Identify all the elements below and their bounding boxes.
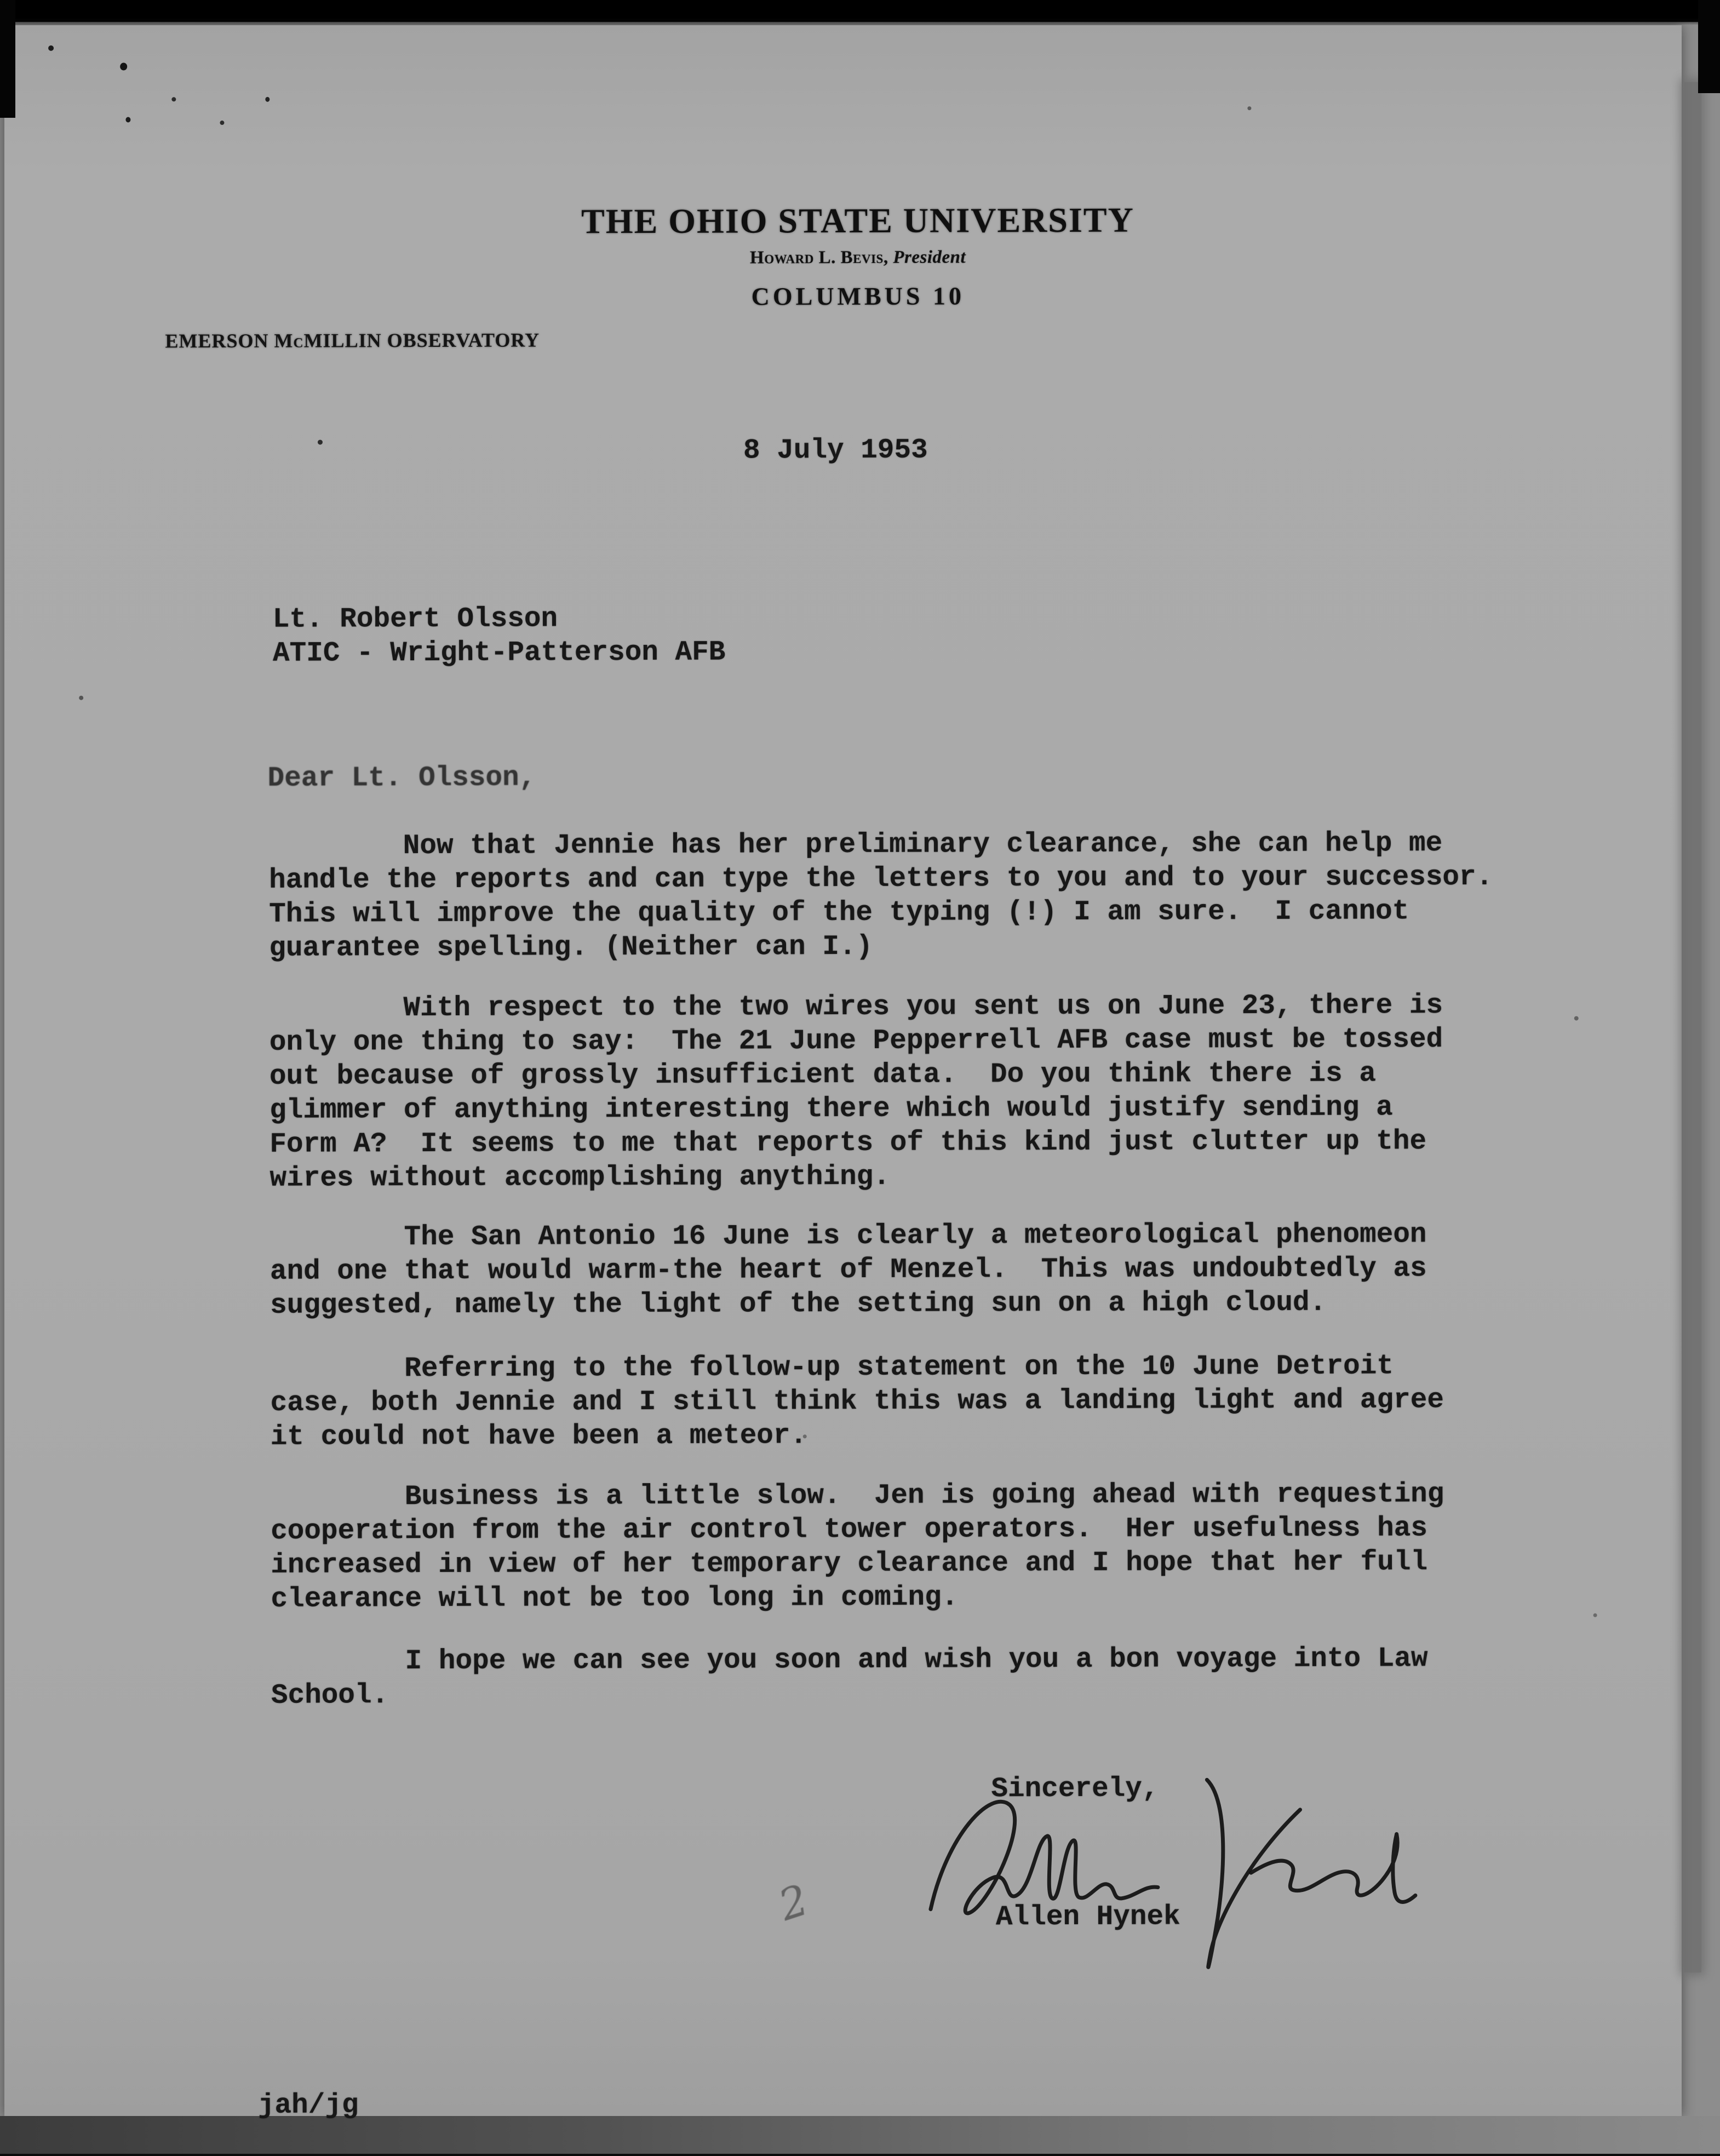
signature-stroke-allen xyxy=(930,1802,1158,1914)
typed-signature-name: Allen Hynek xyxy=(995,1901,1180,1934)
president-line xyxy=(0,245,1718,270)
dust-speck xyxy=(171,97,176,101)
paragraph-4: Referring to the follow-up statement on the 10 June Detroit case, both Jennie and I still think this was a landing light and agree it could not have been a meteor. xyxy=(270,1351,1444,1453)
dust-speck xyxy=(318,440,323,445)
allen-hynek-signature xyxy=(900,1757,1426,1989)
signature-stroke-hynek-stem xyxy=(1207,1780,1300,1968)
paragraph-2: With respect to the two wires you sent us on June 23, there is only one thing to say: The 21 June Pepperrell AFB case must be tossed out because of grossly insufficient data. Do you think there is a glimmer of anything interesting there which would justify sending a Form A? It seems to me that reports of this kind just clutter up the wires without accomplishing anything. xyxy=(269,990,1443,1194)
dust-speck xyxy=(220,121,224,125)
closing-salutation: Sincerely, xyxy=(991,1773,1159,1805)
dust-speck xyxy=(265,97,270,102)
paragraph-6: I hope we can see you soon and wish you a bon voyage into Law School. xyxy=(271,1643,1428,1712)
dust-speck xyxy=(1593,1613,1597,1617)
president-title: President xyxy=(893,247,966,267)
paragraph-3: The San Antonio 16 June is clearly a meteorological phenomeon and one that would warm-the heart of Menzel. This was undoubtedly as suggested, namely the light of the setting sun on a high cloud. xyxy=(270,1219,1427,1322)
dust-speck xyxy=(48,45,54,51)
dust-speck xyxy=(1247,106,1251,110)
handwritten-page-mark: 2 xyxy=(773,1875,815,1931)
letter-date: 8 July 1953 xyxy=(743,434,928,467)
signature-stroke-hynek xyxy=(1251,1834,1415,1902)
paragraph-1: Now that Jennie has her preliminary clearance, she can help me handle the reports and can type the letters to you and to your successor. This will improve the quality of the typing (!) I am sure. I cannot guarantee spelling. (Neither can I.) xyxy=(268,828,1493,964)
university-name: THE OHIO STATE UNIVERSITY xyxy=(581,200,1134,241)
salutation: Dear Lt. Olsson, xyxy=(267,762,536,794)
dust-speck xyxy=(1574,1016,1579,1021)
paragraph-5: Business is a little slow. Jen is going ahead with requesting cooperation from the air control tower operators. Her usefulness has increased in view of her temporary clearance and I hope that her full clearance will not be too long in coming. xyxy=(270,1479,1444,1615)
typist-initials: jah/jg xyxy=(257,2090,359,2121)
dust-speck xyxy=(79,696,83,700)
dust-speck xyxy=(803,1434,807,1438)
president-name: Howard L. Bevis, xyxy=(749,247,893,268)
observatory-name: EMERSON McMILLIN OBSERVATORY xyxy=(165,329,540,352)
city-line: COLUMBUS 10 xyxy=(751,282,965,311)
dust-speck xyxy=(120,62,127,70)
dust-speck xyxy=(125,117,130,122)
recipient-address: Lt. Robert Olsson ATIC - Wright-Patterson AFB xyxy=(272,603,726,670)
